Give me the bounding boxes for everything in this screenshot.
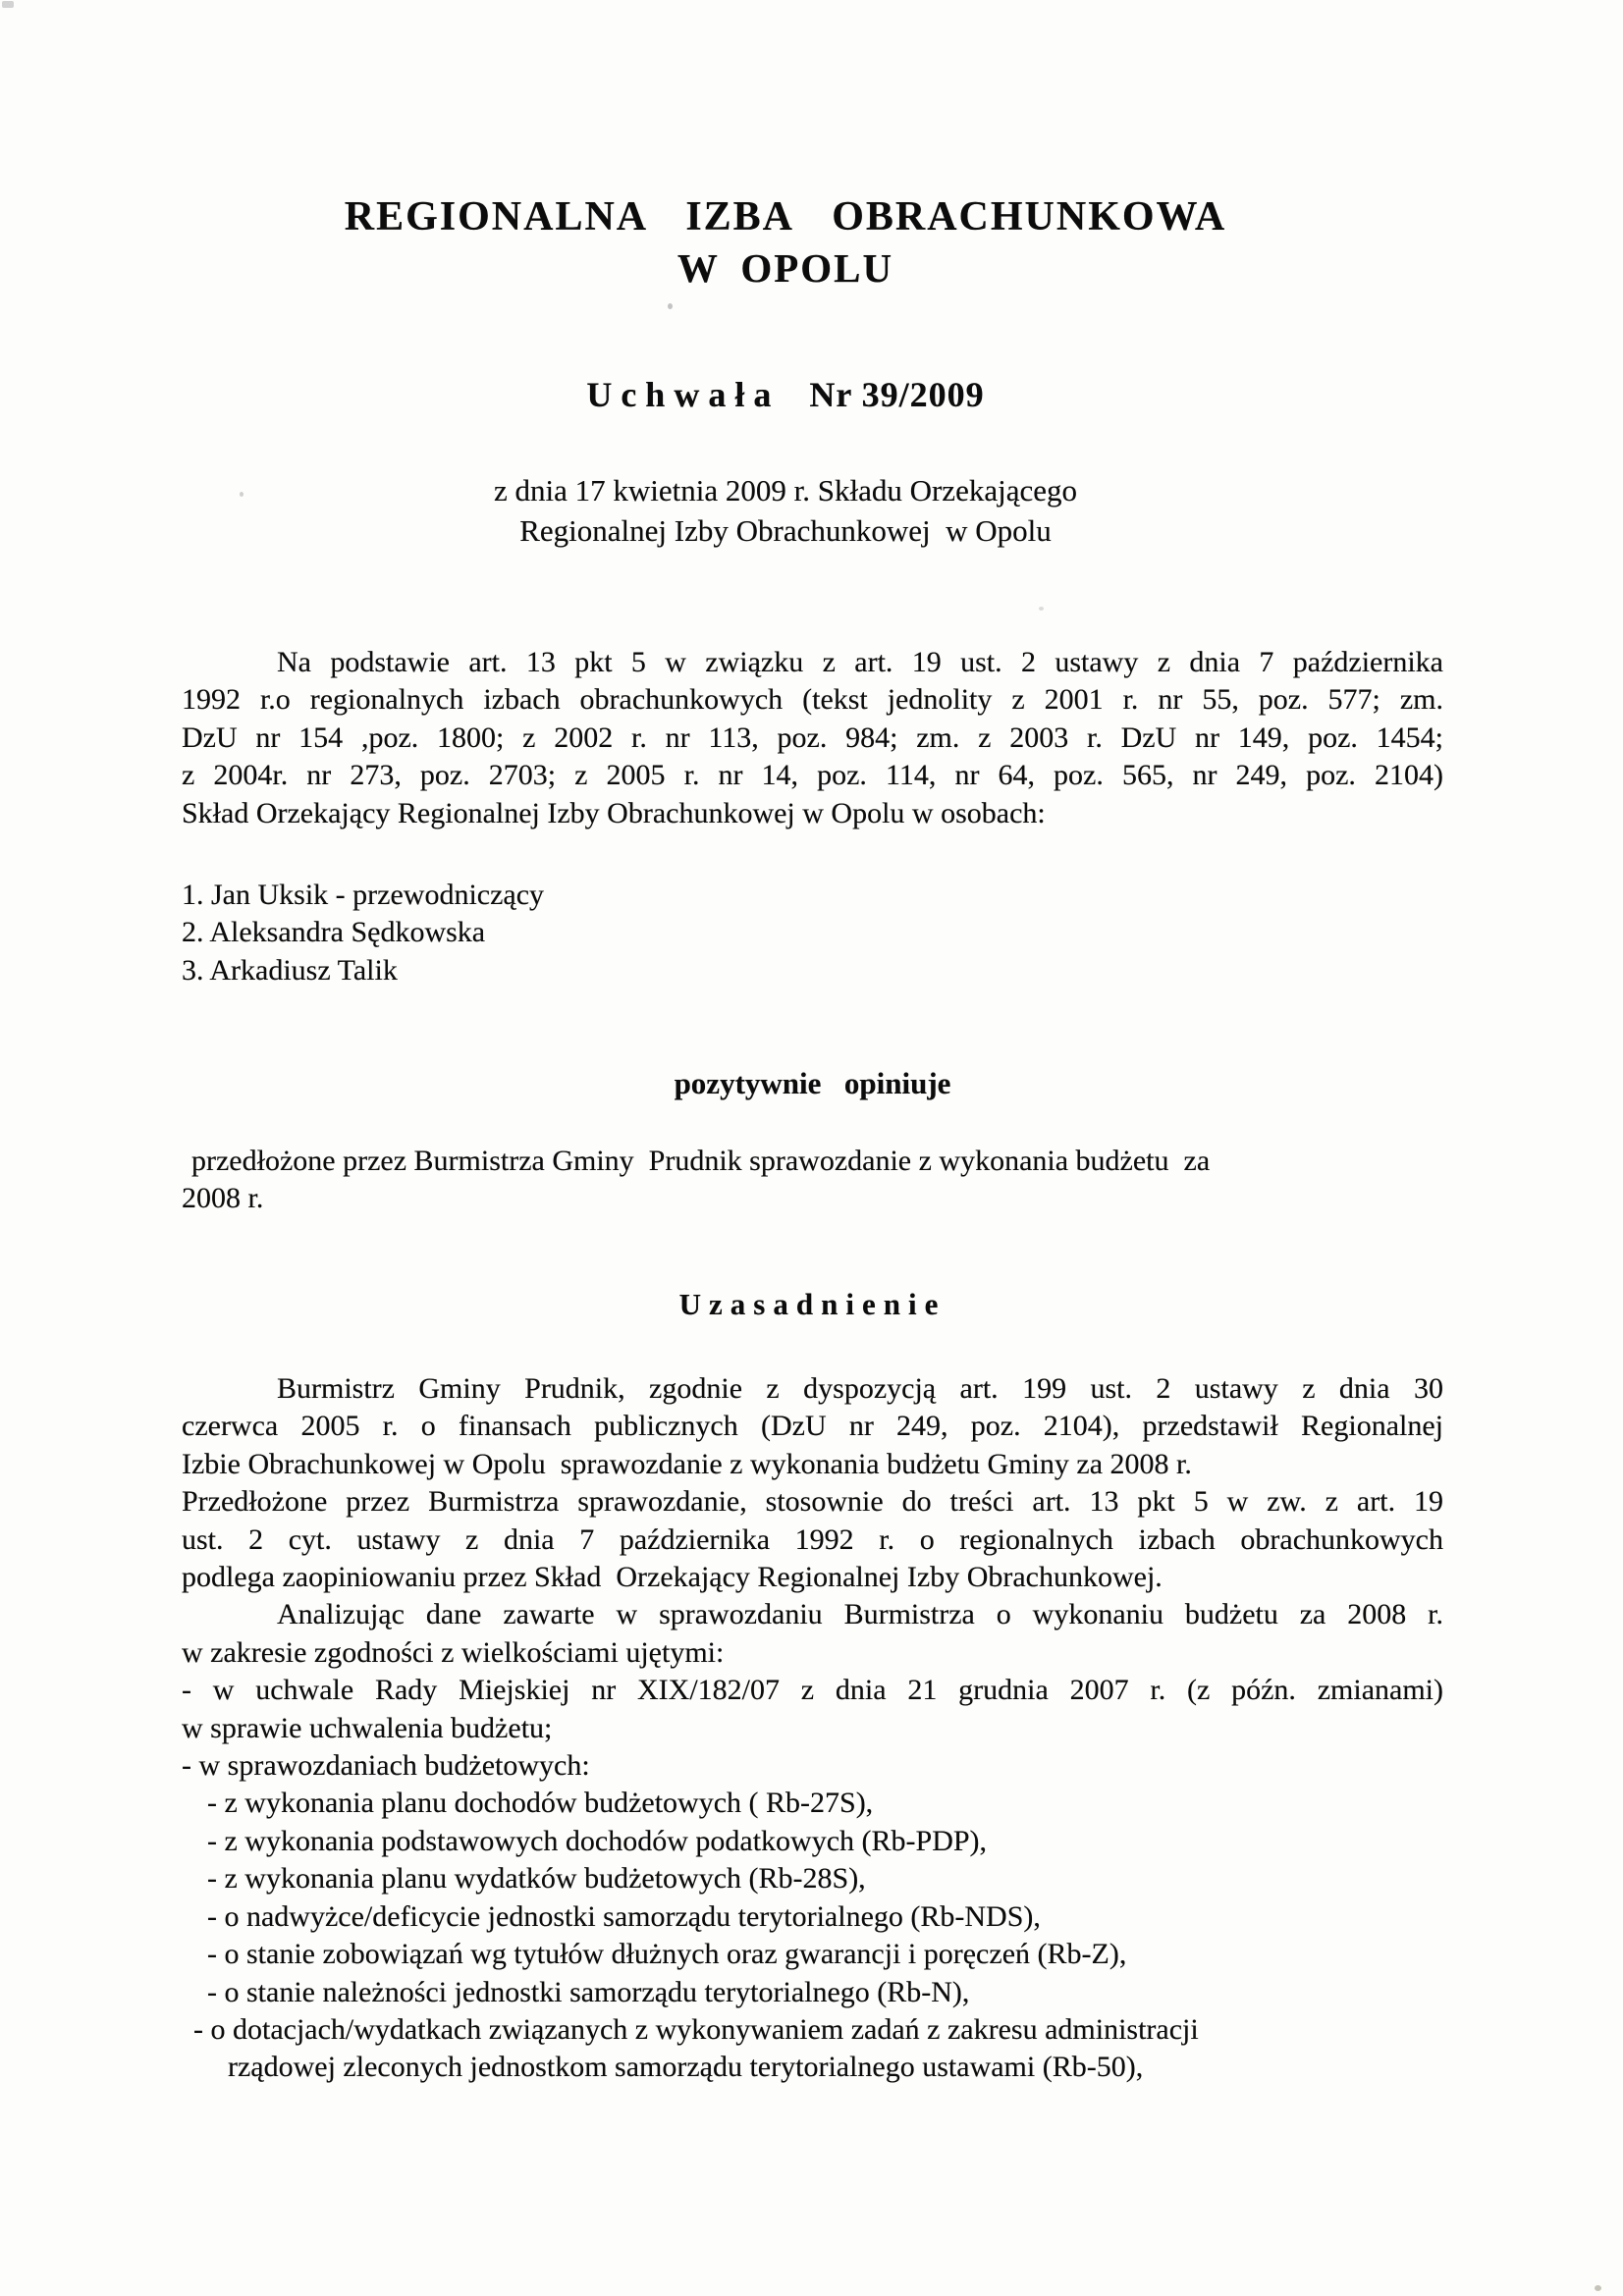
legal-basis-line: DzU nr 154 ,poz. 1800; z 2002 r. nr 113, poz. 984; zm. z 2003 r. DzU nr 149, poz. 1454; xyxy=(182,721,1443,754)
justification-paragraph3-line: Analizując dane zawarte w sprawozdaniu Burmistrza o wykonaniu budżetu za 2008 r. xyxy=(277,1598,1443,1631)
scan-speck xyxy=(1039,607,1044,611)
justification-paragraph2-line: ust. 2 cyt. ustawy z dnia 7 października 1992 r. o regionalnych izbach obrachunkowych xyxy=(182,1522,1443,1556)
report-item-rb50-line: - o dotacjach/wydatkach związanych z wykonywaniem zadań z zakresu administracji xyxy=(193,2012,1199,2046)
justification-paragraph2-line: Przedłożone przez Burmistrza sprawozdanie, stosownie do treści art. 13 pkt 5 w zw. z art. 19 xyxy=(182,1485,1443,1519)
report-item: - o nadwyżce/deficycie jednostki samorządu terytorialnego (Rb-NDS), xyxy=(207,1899,1041,1933)
budget-reports-bullet: - w sprawozdaniach budżetowych: xyxy=(182,1749,590,1783)
legal-basis-line: Na podstawie art. 13 pkt 5 w związku z art. 19 ust. 2 ustawy z dnia 7 października xyxy=(277,646,1443,678)
justification-paragraph1-line: Izbie Obrachunkowej w Opolu sprawozdanie z wykonania budżetu Gminy za 2008 r. xyxy=(182,1447,1192,1480)
opinion-subject xyxy=(182,1143,1443,1218)
resolution-number: Nr 39/2009 xyxy=(809,375,985,414)
justification-paragraph1-line: Burmistrz Gminy Prudnik, zgodnie z dyspozycją art. 199 ust. 2 ustawy z dnia 30 xyxy=(277,1372,1443,1405)
opinion-subject-line: 2008 r. xyxy=(182,1182,264,1215)
justification-heading: Uzasadnienie xyxy=(678,1287,947,1321)
report-item: - z wykonania planu dochodów budżetowych ( Rb-27S), xyxy=(207,1787,874,1820)
legal-basis-line: z 2004r. nr 273, poz. 2703; z 2005 r. nr 14, poz. 114, nr 64, poz. 565, nr 249, poz. 2104) xyxy=(182,759,1443,792)
scan-speck xyxy=(668,303,673,309)
org-name-line2: W OPOLU xyxy=(676,245,894,291)
justification-paragraph3-line: w zakresie zgodności z wielkościami ujętymi: xyxy=(182,1635,725,1669)
opinion-subject-line: przedłożone przez Burmistrza Gminy Prudnik sprawozdanie z wykonania budżetu za xyxy=(191,1145,1211,1177)
legal-basis-line: 1992 r.o regionalnych izbach obrachunkowych (tekst jednolity z 2001 r. nr 55, poz. 577; zm. xyxy=(182,683,1443,717)
panel-member: 1. Jan Uksik - przewodniczący xyxy=(182,879,545,911)
justification-body xyxy=(182,1370,1443,2087)
report-item-rb50-line: rządowej zleconych jednostkom samorządu terytorialnego ustawami (Rb-50), xyxy=(228,2051,1144,2084)
scan-speck xyxy=(2,1,14,8)
scan-speck xyxy=(1595,2285,1601,2291)
report-item: - o stanie należności jednostki samorządu terytorialnego (Rb-N), xyxy=(207,1975,970,2008)
budget-resolution-bullet-line: w sprawie uchwalenia budżetu; xyxy=(182,1711,553,1744)
budget-resolution-bullet-line: - w uchwale Rady Miejskiej nr XIX/182/07 z dnia 21 grudnia 2007 r. (z późn. zmianami) xyxy=(182,1674,1443,1707)
panel-member: 2. Aleksandra Sędkowska xyxy=(182,916,486,949)
resolution-date-line1: z dnia 17 kwietnia 2009 r. Składu Orzekającego xyxy=(494,473,1077,507)
report-item: - o stanie zobowiązań wg tytułów dłużnych oraz gwarancji i poręczeń (Rb-Z), xyxy=(207,1938,1127,1971)
resolution-date-line2: Regionalnej Izby Obrachunkowej w Opolu xyxy=(519,513,1052,548)
justification-paragraph1-line: czerwca 2005 r. o finansach publicznych (DzU nr 249, poz. 2104), przedstawił Regionalnej xyxy=(182,1410,1443,1443)
panel-member: 3. Arkadiusz Talik xyxy=(182,953,398,987)
opinion-verdict: pozytywnie opiniuje xyxy=(674,1066,951,1100)
resolution-title xyxy=(0,374,1571,415)
legal-basis-line: Skład Orzekający Regionalnej Izby Obrachunkowej w Opolu w osobach: xyxy=(182,796,1046,829)
justification-paragraph2-line: podlega zaopiniowaniu przez Skład Orzekający Regionalnej Izby Obrachunkowej. xyxy=(182,1561,1163,1594)
org-name-line1: REGIONALNA IZBA OBRACHUNKOWA xyxy=(344,194,1227,240)
report-item: - z wykonania planu wydatków budżetowych (Rb-28S), xyxy=(207,1862,866,1896)
legal-basis-paragraph xyxy=(182,644,1443,832)
report-item: - z wykonania podstawowych dochodów podatkowych (Rb-PDP), xyxy=(207,1824,988,1857)
resolution-word: Uchwała xyxy=(586,375,781,414)
panel-member-list xyxy=(182,877,1443,989)
